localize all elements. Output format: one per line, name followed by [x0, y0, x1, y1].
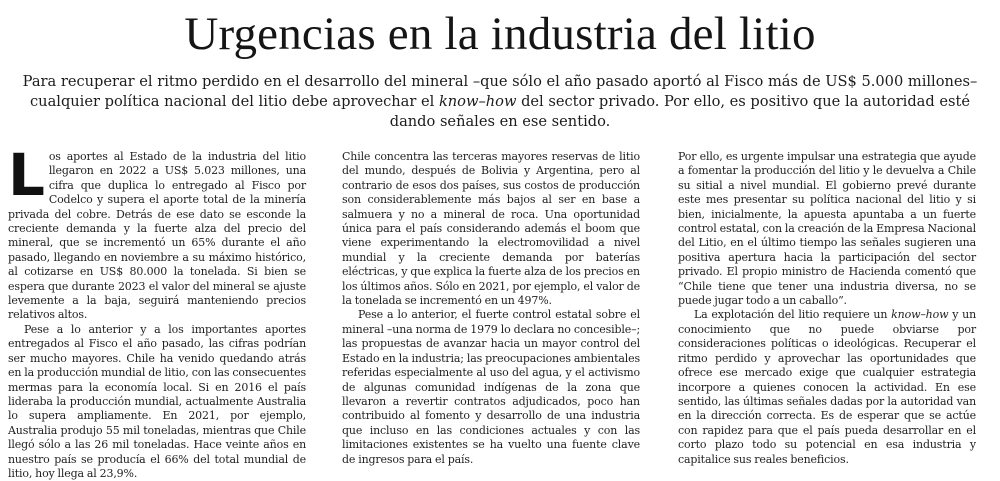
column-3-paragraph-2-end: y un conocimiento que no puede obviarse por consideraciones políticas o ideológicas. Recuperar el ritmo perdido y aprovechar las oportunidades que ofrece ese mercado exige que cualquier estrategia incorpore a quienes conocen la actividad. En ese sentido, las últimas señales dadas por la autoridad van en la dirección correcta. Es de esperar que se actúe con rapidez para que el país pueda desarrollar en el corto plazo todo su potencial en esa industria y capitalice sus reales beneficios.	[678, 308, 977, 466]
column-1	[8, 141, 306, 480]
headline: Urgencias en la industria del litio	[184, 8, 816, 60]
column-2-paragraph-2: Pese a lo anterior, el fuerte control estatal sobre el mineral –una norma de 1979 lo declara no concesible–; las propuestas de avanzar hacia un mayor control del Estado en la industria; las preocupaciones ambientales referidas especialmente al uso del agua, y el activismo de algunas comunidad indígenas de la zona que llevaron a revertir contratos adjudicados, poco han contribuido al fomento y desarrollo de una industria que incluso en las condiciones actuales y con las limitaciones existentes se ha vuelto una fuente clave de ingresos para el país.	[342, 308, 640, 466]
column-3	[678, 150, 976, 470]
lead-emphasis: know–how	[438, 93, 517, 110]
column-2	[342, 150, 640, 470]
column-3-paragraph-1: Por ello, es urgente impulsar una estrategia que ayude a fomentar la producción del litio y le devuelva a Chile su sitial a nivel mundial. El gobierno prevé durante este mes presentar su política nacional del litio y si bien, inicialmente, la apuesta apuntaba a un fuerte control estatal, con la creación de la Empresa Nacional del Litio, en el último tiempo las señales sugieren una positiva apertura hacia la participación del sector privado. El propio ministro de Hacienda comentó que “Chile tiene que tener una industria diversa, no se puede jugar todo a un caballo”.	[678, 150, 976, 308]
lead-paragraph	[20, 72, 980, 132]
column-3-paragraph-2-start: La explotación del litio requiere un	[694, 308, 892, 322]
drop-cap: L	[8, 141, 45, 209]
column-3-emphasis: know–how	[891, 308, 949, 322]
column-3-paragraph-2	[678, 308, 976, 466]
column-1-paragraph-1-text: os aportes al Estado de la industria del litio llegaron en 2022 a US$ 5.023 millones, una cifra que duplica lo entregado al Fisco por Codelco y supera el aporte total de la minería privada del cobre. Detrás de ese dato se esconde la creciente demanda y la fuerte alza del precio del mineral, que se incrementó un 65% durante el año pasado, llegando en noviembre a su máximo histórico, al cotizarse en US$ 80.000 la tonelada. Si bien se espera que durante 2023 el valor del mineral se ajuste levemente a la baja, seguirá manteniendo precios relativos altos.	[8, 150, 306, 322]
column-1-paragraph-1	[8, 141, 306, 323]
column-2-paragraph-1: Chile concentra las terceras mayores reservas de litio del mundo, después de Bolivia y Argentina, pero al contrario de esos dos países, sus costos de producción son considerablemente más bajos al ser en base a salmuera y no a mineral de roca. Una oportunidad única para el país considerando además el boom que viene experimentando la electromovilidad a nivel mundial y la creciente demanda por baterías eléctricas, y que explica la fuerte alza de los precios en los últimos años. Sólo en 2021, por ejemplo, el valor de la tonelada se incrementó en un 497%.	[342, 150, 640, 308]
lead-text-end: del sector privado. Por ello, es positivo que la autoridad esté dando señales en ese sentido.	[389, 93, 970, 130]
column-1-paragraph-2: Pese a lo anterior y a los importantes aportes entregados al Fisco el año pasado, las cifras podrían ser mucho mayores. Chile ha venido quedando atrás en la producción mundial de litio, con las consecuentes mermas para la economía local. Si en 2016 el país lideraba la producción mundial, actualmente Australia lo supera ampliamente. En 2021, por ejemplo, Australia produjo 55 mil toneladas, mientras que Chile llegó sólo a las 26 mil toneladas. Hace veinte años en nuestro país se producía el 66% del total mundial de litio, hoy llega al 23,9%.	[8, 322, 306, 480]
lead-text-start: Para recuperar el ritmo perdido en el desarrollo del mineral –que sólo el año pasado aportó al Fisco más de US$ 5.000 millones– cualquier política nacional del litio debe aprovechar el	[22, 73, 978, 110]
